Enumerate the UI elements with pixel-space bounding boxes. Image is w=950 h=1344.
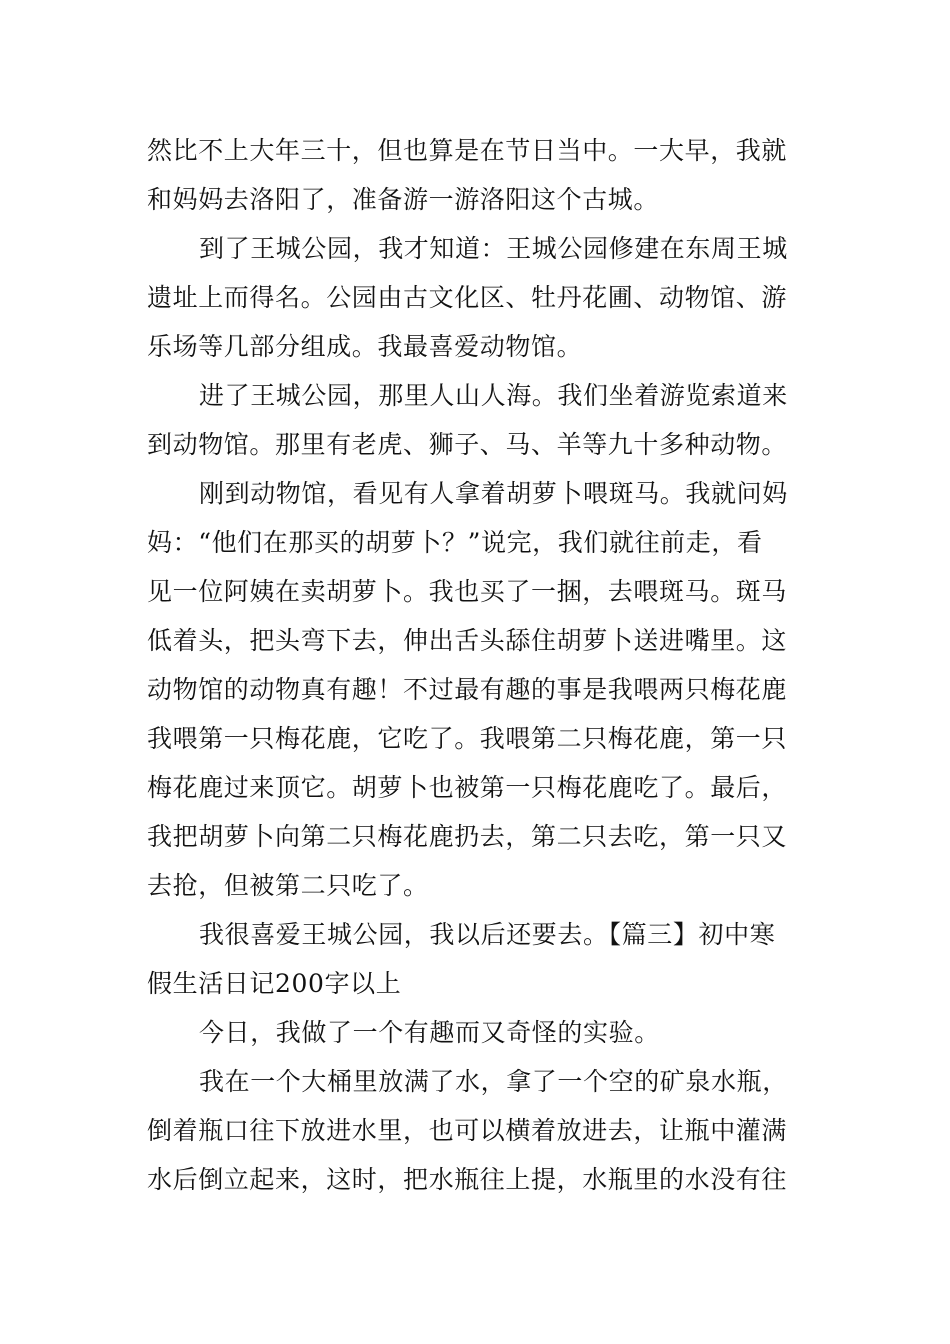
text-line: 然比不上大年三十，但也算是在节日当中。一大早，我就 — [147, 136, 788, 165]
text-line: 刚到动物馆，看见有人拿着胡萝卜喂斑马。我就问妈 — [199, 479, 788, 508]
text-line: 动物馆的动物真有趣！不过最有趣的事是我喂两只梅花鹿 — [147, 675, 788, 704]
text-line: 和妈妈去洛阳了，准备游一游洛阳这个古城。 — [147, 185, 660, 214]
text-line: 假生活日记200字以上 — [147, 969, 402, 998]
text-line: 低着头，把头弯下去，伸出舌头舔住胡萝卜送进嘴里。这 — [147, 626, 788, 655]
body-text — [147, 126, 807, 1204]
text-line: 到了王城公园，我才知道：王城公园修建在东周王城 — [199, 234, 788, 263]
text-line: 我在一个大桶里放满了水，拿了一个空的矿泉水瓶， — [199, 1067, 788, 1096]
text-line: 倒着瓶口往下放进水里，也可以横着放进去，让瓶中灌满 — [147, 1116, 788, 1145]
text-line: 遗址上而得名。公园由古文化区、牡丹花圃、动物馆、游 — [147, 283, 788, 312]
text-line: 见一位阿姨在卖胡萝卜。我也买了一捆，去喂斑马。斑马 — [147, 577, 788, 606]
text-line: 到动物馆。那里有老虎、狮子、马、羊等九十多种动物。 — [147, 430, 788, 459]
text-line: 我把胡萝卜向第二只梅花鹿扔去，第二只去吃，第一只又 — [147, 822, 788, 851]
text-line: 去抢，但被第二只吃了。 — [147, 871, 429, 900]
text-line: 梅花鹿过来顶它。胡萝卜也被第一只梅花鹿吃了。最后， — [147, 773, 788, 802]
text-line: 今日，我做了一个有趣而又奇怪的实验。 — [199, 1018, 660, 1047]
text-line: 进了王城公园，那里人山人海。我们坐着游览索道来 — [199, 381, 788, 410]
text-line: 妈：“他们在那买的胡萝卜？”说完，我们就往前走，看 — [147, 528, 763, 557]
text-line: 水后倒立起来，这时，把水瓶往上提，水瓶里的水没有往 — [147, 1165, 788, 1194]
text-line: 我喂第一只梅花鹿，它吃了。我喂第二只梅花鹿，第一只 — [147, 724, 788, 753]
text-line: 我很喜爱王城公园，我以后还要去。【篇三】初中寒 — [199, 920, 776, 949]
text-line: 乐场等几部分组成。我最喜爱动物馆。 — [147, 332, 583, 361]
